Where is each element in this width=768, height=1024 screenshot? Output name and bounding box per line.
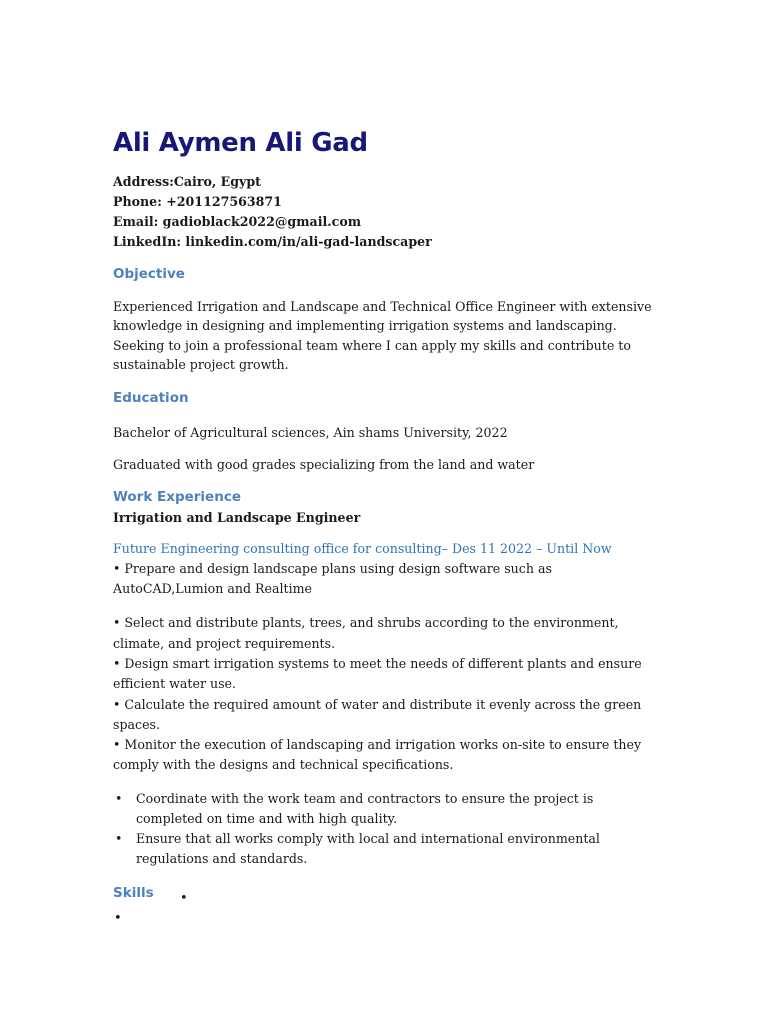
- contact-email: Email: gadioblack2022@gmail.com: [113, 214, 362, 229]
- list-item: [113, 789, 658, 829]
- contact-phone: Phone: +201127563871: [113, 194, 282, 209]
- objective-heading: Objective: [113, 266, 185, 282]
- bullet-icon: •: [115, 830, 123, 846]
- experience-bullet: • Select and distribute plants, trees, and shrubs according to the environment, climate, and project requirements.: [113, 615, 619, 651]
- list-item-text: Ensure that all works comply with local and international environmental regulations and standards.: [136, 830, 600, 866]
- contact-linkedin: LinkedIn: linkedin.com/in/ali-gad-landscaper: [113, 234, 432, 249]
- bullet-icon: •: [115, 790, 123, 806]
- skills-bullet-icon: •: [114, 911, 122, 926]
- contact-block: [113, 172, 658, 252]
- education-note: Graduated with good grades specializing from the land and water: [113, 457, 535, 473]
- employer-line: Future Engineering consulting office for consulting– Des 11 2022 – Until Now: [113, 540, 612, 556]
- education-degree: Bachelor of Agricultural sciences, Ain shams University, 2022: [113, 425, 508, 441]
- list-item: [113, 829, 658, 869]
- skills-bullet-icon: •: [180, 891, 188, 906]
- work-experience-heading: Work Experience: [113, 488, 241, 505]
- skills-heading: Skills: [113, 884, 154, 901]
- education-heading: Education: [113, 390, 189, 407]
- experience-bullet: • Prepare and design landscape plans using design software such as AutoCAD,Lumion and Realtime: [113, 560, 552, 597]
- list-item-text: Coordinate with the work team and contractors to ensure the project is completed on time and with high quality.: [136, 790, 594, 826]
- experience-bullet: • Calculate the required amount of water and distribute it evenly across the green spaces.: [113, 696, 642, 732]
- experience-bullet: • Monitor the execution of landscaping and irrigation works on-site to ensure they comply with the designs and technical specifications.: [113, 737, 642, 773]
- job-title: Irrigation and Landscape Engineer: [113, 509, 361, 525]
- resume-document: [113, 126, 658, 902]
- candidate-name: Ali Aymen Ali Gad: [113, 128, 368, 158]
- contact-address: Address:Cairo, Egypt: [113, 174, 261, 189]
- objective-text: Experienced Irrigation and Landscape and Technical Office Engineer with extensive knowledge in designing and implementing irrigation systems and landscaping. Seeking to join a professional team where I can apply my skills and contribute to sustainable project growth.: [113, 299, 652, 372]
- experience-bullet: • Design smart irrigation systems to meet the needs of different plants and ensure efficient water use.: [113, 655, 642, 692]
- experience-list: [113, 789, 658, 869]
